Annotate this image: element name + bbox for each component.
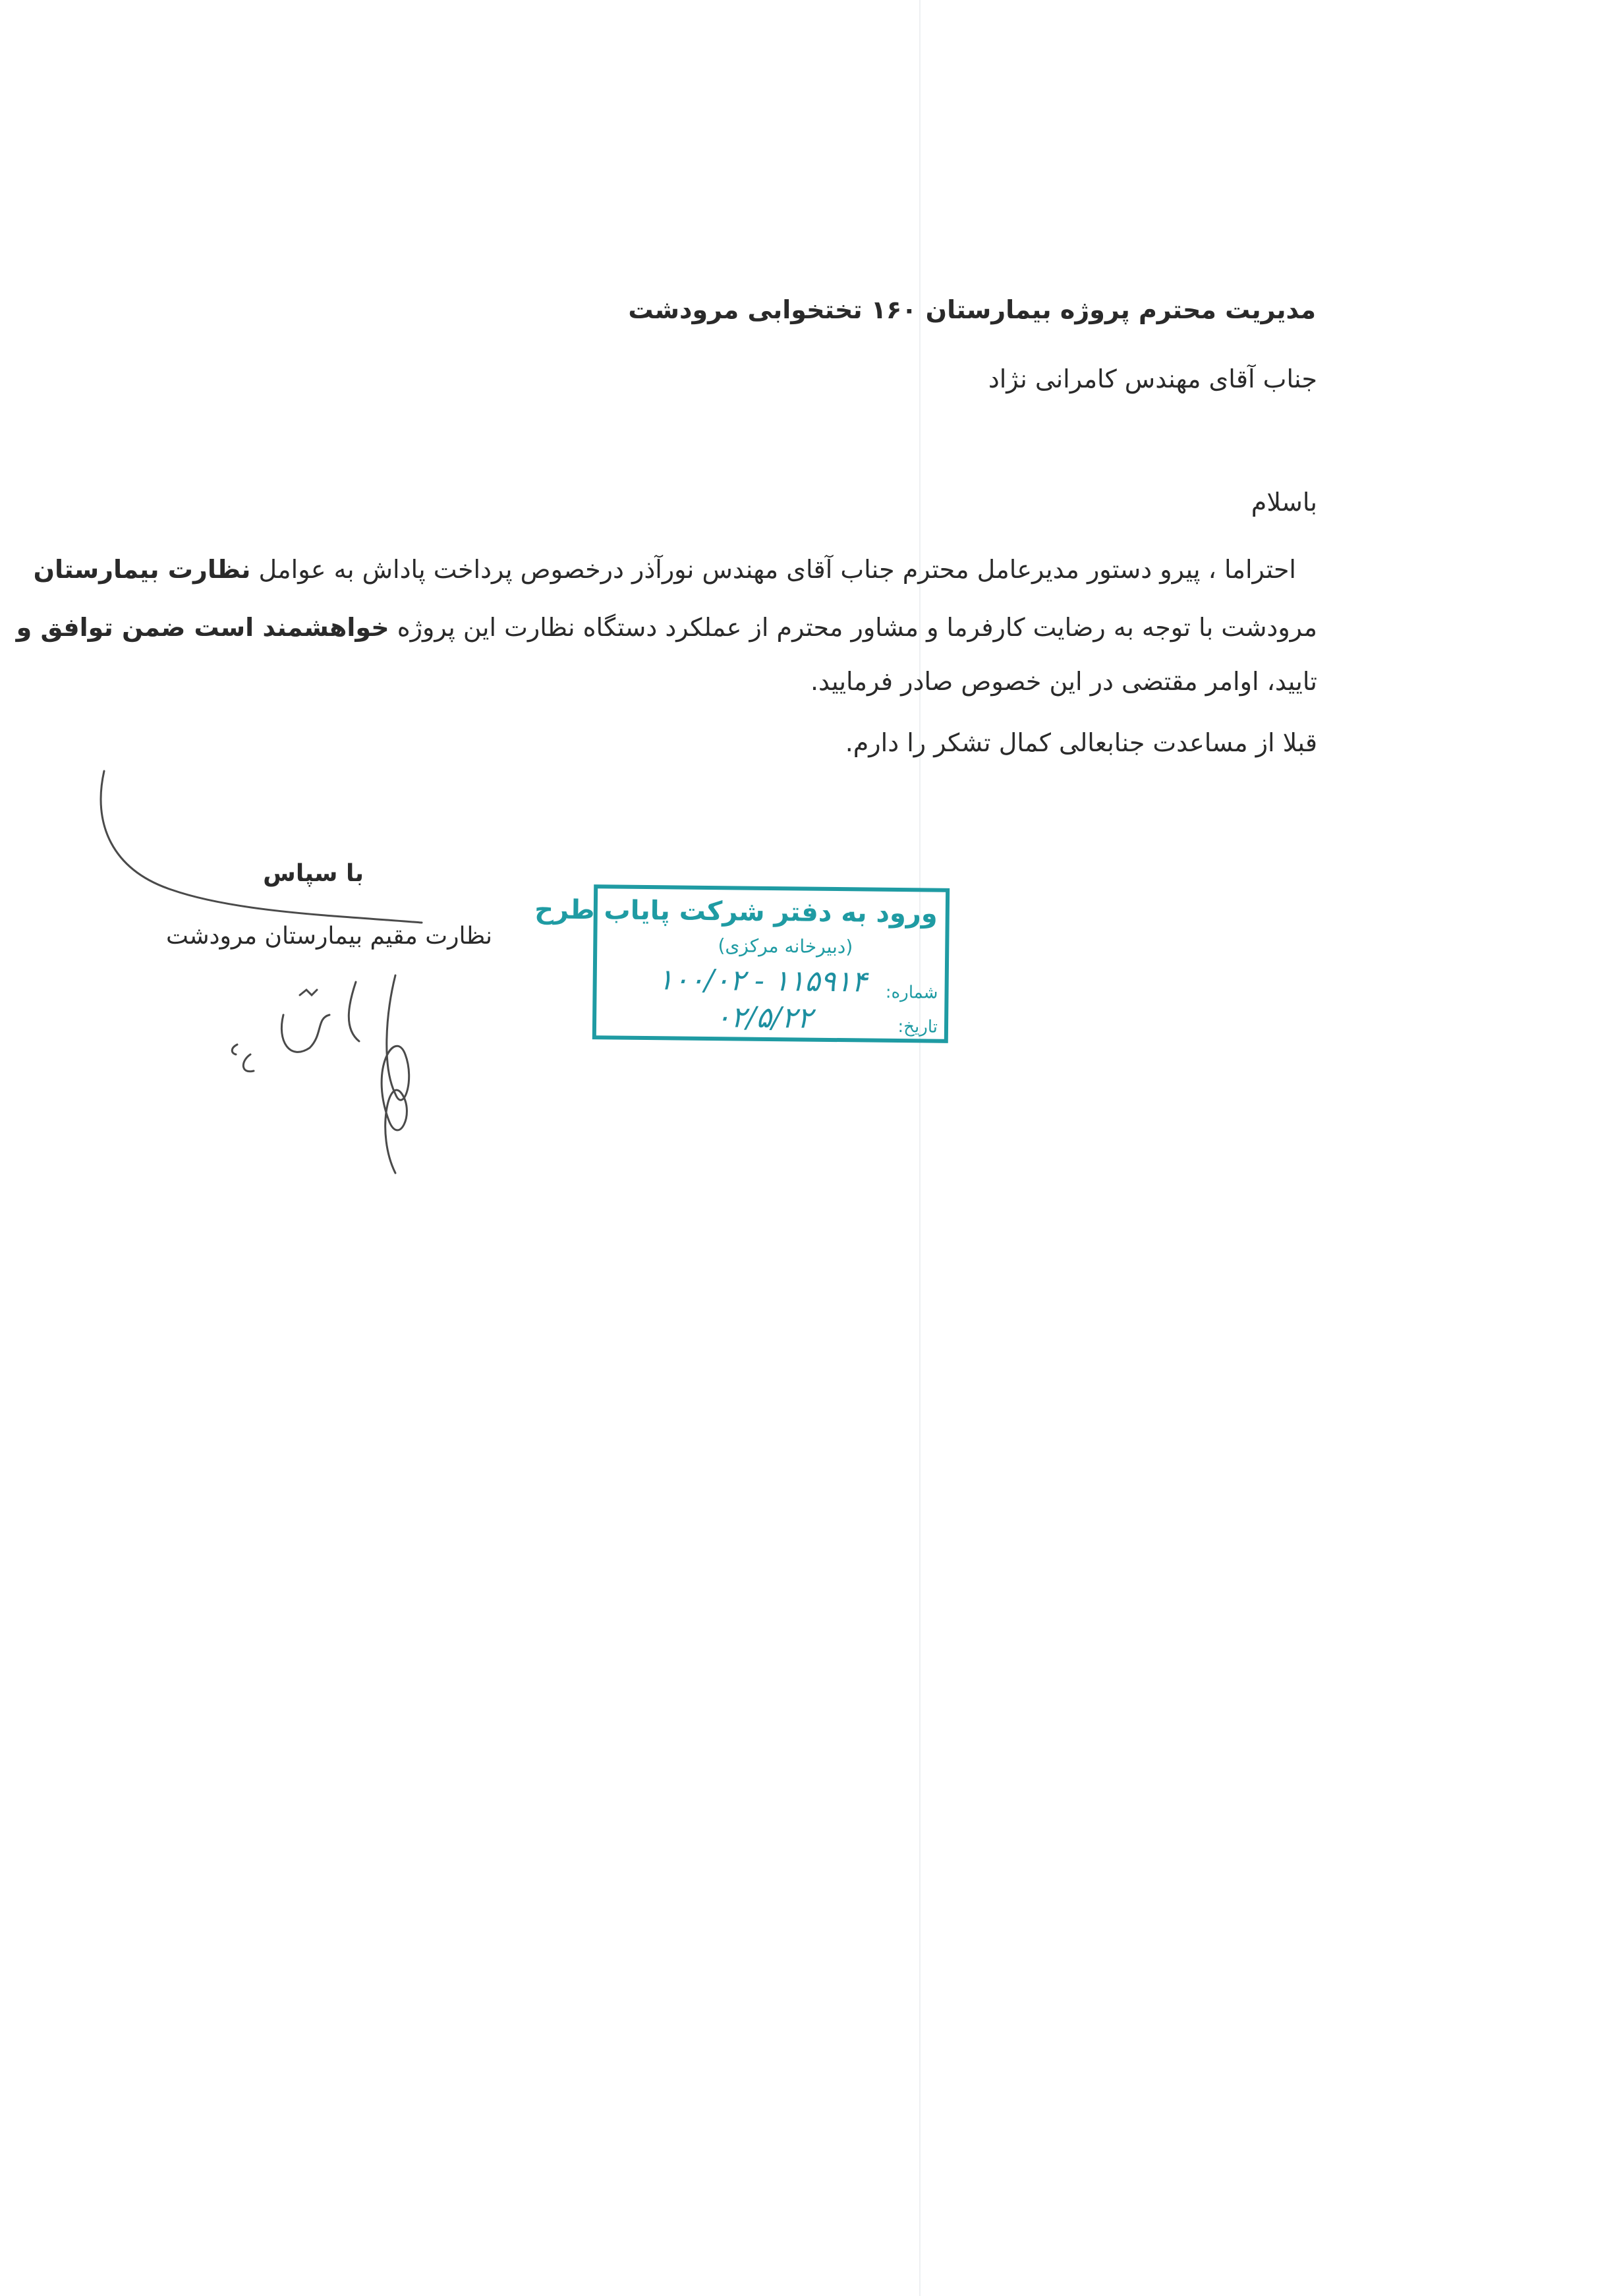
- page-fold-line: [919, 0, 921, 2296]
- stamp-date-value: ۰۲/۵/۲۲: [715, 1000, 813, 1035]
- body-line-2-text: مرودشت با توجه به رضایت کارفرما و مشاور محترم از عملکرد دستگاه نظارت این پروژه: [397, 613, 1317, 642]
- body-line-1-bold: نظارت بیمارستان: [33, 555, 251, 584]
- greeting-line: باسلام: [1251, 488, 1317, 517]
- body-line-1: [34, 555, 1296, 584]
- addressee-line: جناب آقای مهندس کامرانی نژاد: [988, 364, 1317, 393]
- signer-title: نظارت مقیم بیمارستان مرودشت: [166, 923, 492, 950]
- body-line-2-bold: خواهشمند است ضمن توافق و: [16, 613, 389, 642]
- stamp-date-label: تاریخ:: [897, 1017, 938, 1037]
- office-entry-stamp: [534, 884, 950, 1043]
- stamp-title: ورود به دفتر شرکت پایاب طرح: [534, 894, 938, 929]
- stamp-subtitle: (دبیرخانه مرکزی): [718, 934, 853, 958]
- body-line-3: تایید، اوامر مقتضی در این خصوص صادر فرمایید.: [810, 667, 1317, 696]
- body-line-2: [16, 613, 1317, 642]
- recipient-heading: مدیریت محترم پروژه بیمارستان ۱۶۰ تختخوابی مرودشت: [628, 295, 1316, 324]
- stamp-number-value: ۱۰۰/۰۲ - ۱۱۵۹۱۴: [657, 963, 867, 999]
- body-line-1-text: احتراما ، پیرو دستور مدیرعامل محترم جناب آقای مهندس نورآذر درخصوص پرداخت پاداش به عوامل: [258, 555, 1296, 584]
- stamp-number-label: شماره:: [885, 982, 938, 1003]
- thanks-line: قبلا از مساعدت جنابعالی کمال تشکر را دارم.: [845, 728, 1317, 757]
- closing-line: با سپاس: [263, 860, 364, 887]
